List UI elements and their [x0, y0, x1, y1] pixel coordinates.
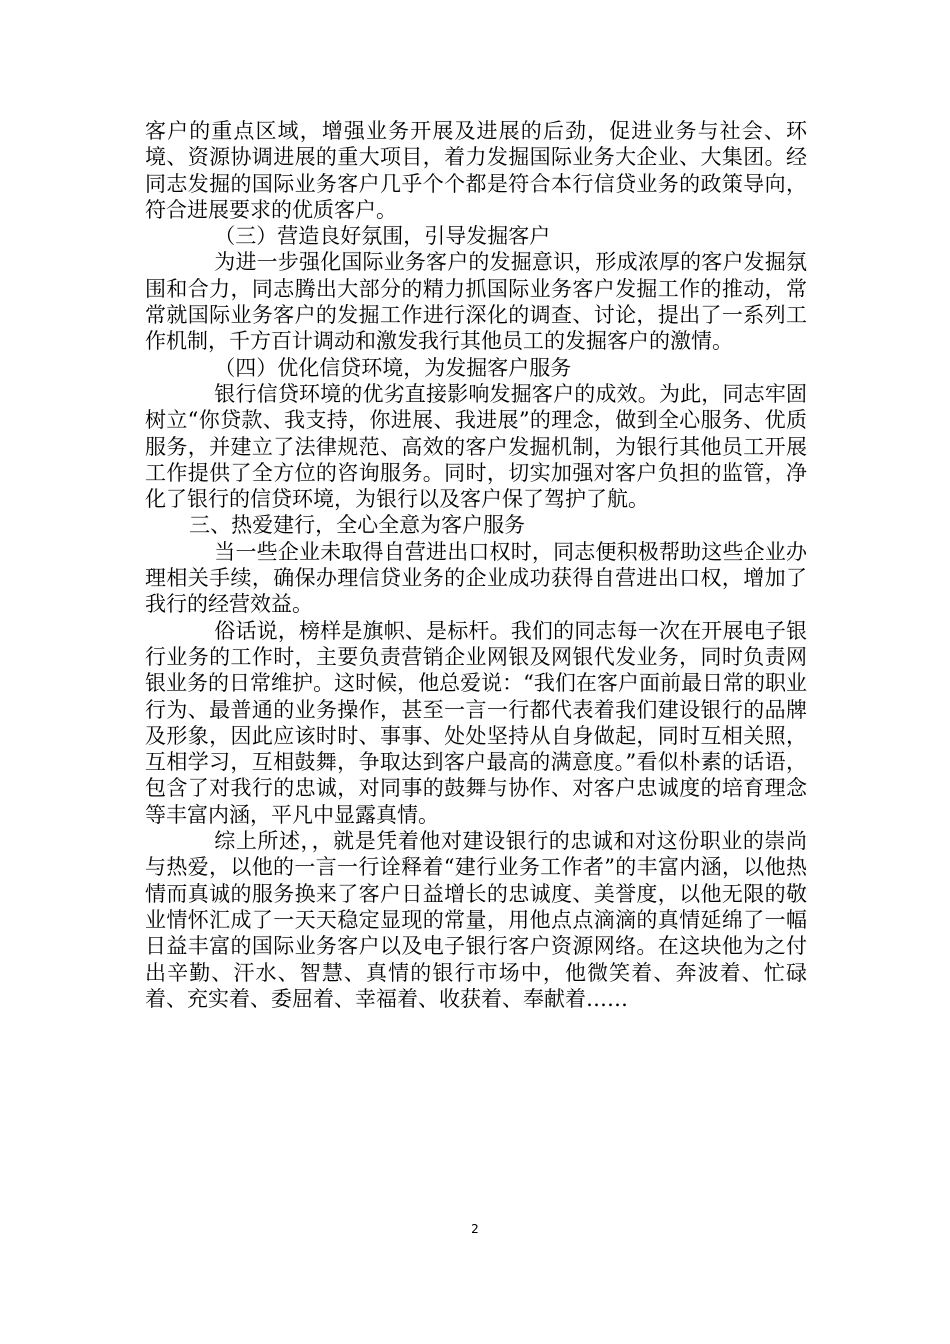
paragraph: 当一些企业未取得自营进出口权时，同志便积极帮助这些企业办理相关手续，确保办理信贷业务的企业成功获得自营进出口权，增加了我行的经营效益。 — [145, 539, 807, 617]
paragraph-continuation: 客户的重点区域，增强业务开展及进展的后劲，促进业务与社会、环境、资源协调进展的重大项目，着力发掘国际业务大企业、大集团。经同志发掘的国际业务客户几乎个个都是符合本行信贷业务的政策导向，符合进展要求的优质客户。 — [145, 119, 807, 222]
page-number: 2 — [471, 1222, 479, 1236]
paragraph-conclusion: 综上所述，，就是凭着他对建设银行的忠诚和对这份职业的崇尚与热爱，以他的一言一行诠释着“建行业务工作者”的丰富内涵，以他热情而真诚的服务换来了客户日益增长的忠诚度、美誉度，以他无限的敬业情怀汇成了一天天稳定显现的常量，用他点点滴滴的真情延绵了一幅日益丰富的国际业务客户以及电子银行客户资源网络。在这块他为之付出辛勤、汗水、智慧、真情的银行市场中，他微笑着、奔波着、忙碌着、充实着、委屈着、幸福着、收获着、奉献着…… — [145, 829, 807, 1011]
document-body — [145, 118, 807, 1012]
paragraph: 为进一步强化国际业务客户的发掘意识，形成浓厚的客户发掘氛围和合力，同志腾出大部分的精力抓国际业务客户发掘工作的推动，常常就国际业务客户的发掘工作进行深化的调查、讨论，提出了一系列工作机制，千方百计调动和激发我行其他员工的发掘客户的激情。 — [145, 250, 807, 354]
paragraph: 俗话说，榜样是旗帜、是标杆。我们的同志每一次在开展电子银行业务的工作时，主要负责营销企业网银及网银代发业务，同时负责网银业务的日常维护。这时候，他总爱说：“我们在客户面前最日常的职业行为、最普通的业务操作，甚至一言一行都代表着我们建设银行的品牌及形象，因此应该时时、事事、处处坚持从自身做起，同时互相关照，互相学习，互相鼓舞，争取达到客户最高的满意度。”看似朴素的话语，包含了对我行的忠诚，对同事的鼓舞与协作、对客户忠诚度的培育理念等丰富内涵，平凡中显露真情。 — [145, 618, 807, 827]
section-heading-4: （四）优化信贷环境，为发掘客户服务 — [214, 355, 572, 380]
section-heading-3: （三）营造良好氛围，引导发掘客户 — [214, 224, 551, 249]
paragraph: 银行信贷环境的优劣直接影响发掘客户的成效。为此，同志牢固树立“你贷款、我支持，你进展、我进展”的理念，做到全心服务、优质服务，并建立了法律规范、高效的客户发掘机制，为银行其他员工开展工作提供了全方位的咨询服务。同时，切实加强对客户负担的监管，净化了银行的信贷环境，为银行以及客户保了驾护了航。 — [145, 381, 807, 512]
section-heading-main-3: 三、热爱建行，全心全意为客户服务 — [189, 513, 526, 538]
